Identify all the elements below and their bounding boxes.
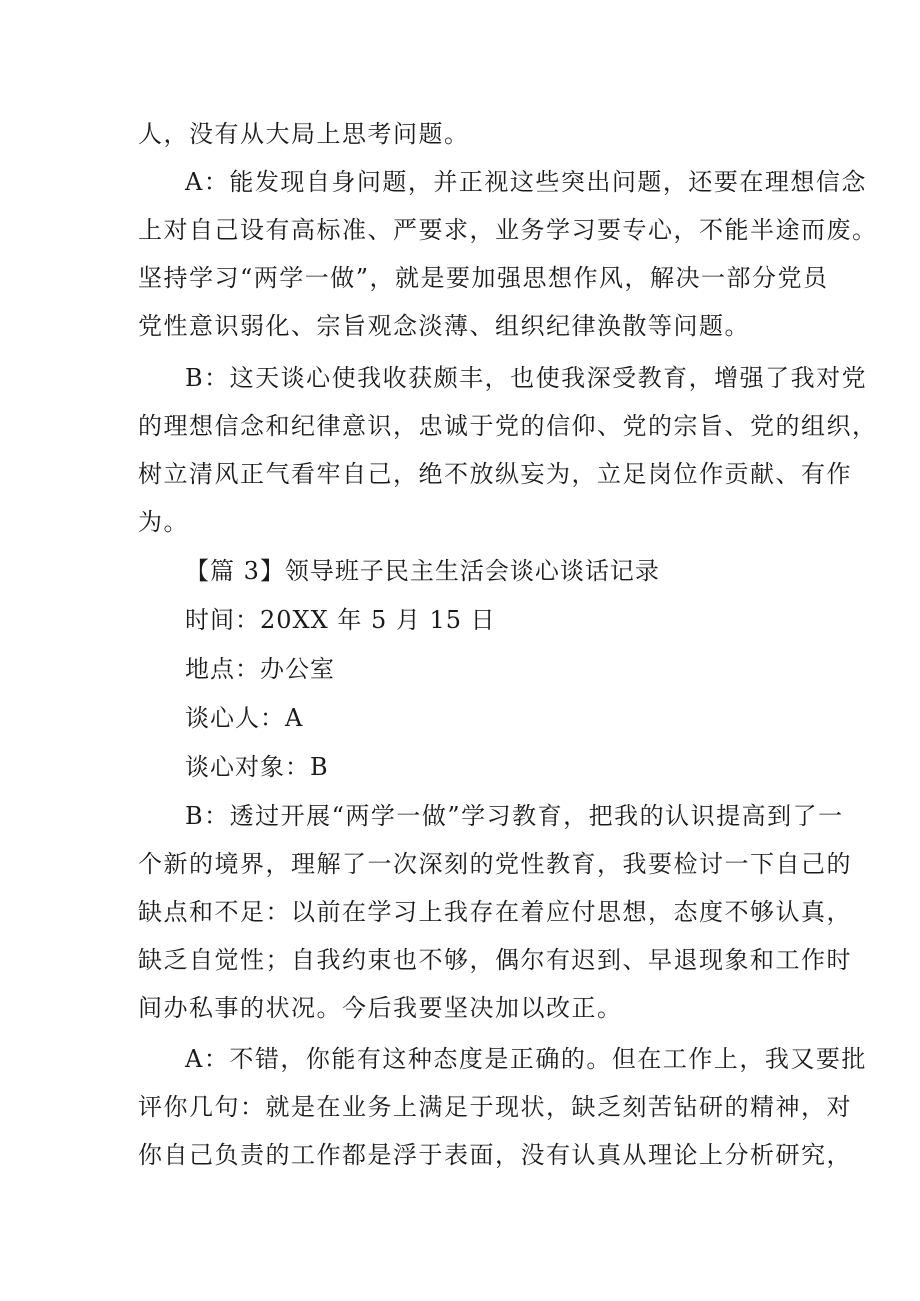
paragraph-line: 人，没有从大局上思考问题。 — [138, 120, 470, 148]
meta-listener: 谈心对象：B — [185, 753, 329, 781]
meta-place: 地点：办公室 — [185, 655, 335, 683]
paragraph-line: 坚持学习“两学一做”，就是要加强思想作风，解决一部分党员 — [138, 264, 829, 292]
paragraph-line: 评你几句：就是在业务上满足于现状，缺乏刻苦钻研的精神，对 — [138, 1093, 852, 1121]
paragraph-line: 个新的境界，理解了一次深刻的党性教育，我要检讨一下自己的 — [138, 850, 852, 878]
paragraph-line: 上对自己设有高标准、严要求，业务学习要专心，不能半途而废。 — [138, 216, 878, 244]
meta-speaker: 谈心人：A — [185, 704, 304, 732]
paragraph-line: 你自己负责的工作都是浮于表面，没有认真从理论上分析研究， — [138, 1141, 852, 1169]
paragraph-line: 树立清风正气看牢自己，绝不放纵妄为，立足岗位作贡献、有作 — [138, 460, 852, 488]
paragraph-line: 缺乏自觉性；自我约束也不够，偶尔有迟到、早退现象和工作时 — [138, 946, 852, 974]
paragraph-line: 缺点和不足：以前在学习上我存在着应付思想，态度不够认真， — [138, 898, 852, 926]
paragraph-line: A：能发现自身问题，并正视这些突出问题，还要在理想信念 — [185, 168, 867, 196]
paragraph-line: A：不错，你能有这种态度是正确的。但在工作上，我又要批 — [185, 1045, 867, 1073]
paragraph-line: 为。 — [138, 508, 189, 536]
meta-time: 时间：20XX 年 5 月 15 日 — [185, 606, 496, 634]
paragraph-line: 党性意识弱化、宗旨观念淡薄、组织纪律涣散等问题。 — [138, 312, 750, 340]
section-heading: 【篇 3】领导班子民主生活会谈心谈话记录 — [185, 557, 660, 585]
paragraph-line: B：透过开展“两学一做”学习教育，把我的认识提高到了一 — [185, 802, 844, 830]
paragraph-line: B：这天谈心使我收获颇丰，也使我深受教育，增强了我对党 — [185, 364, 868, 392]
paragraph-line: 间办私事的状况。今后我要坚决加以改正。 — [138, 994, 623, 1022]
paragraph-line: 的理想信念和纪律意识，忠诚于党的信仰、党的宗旨、党的组织， — [138, 412, 878, 440]
